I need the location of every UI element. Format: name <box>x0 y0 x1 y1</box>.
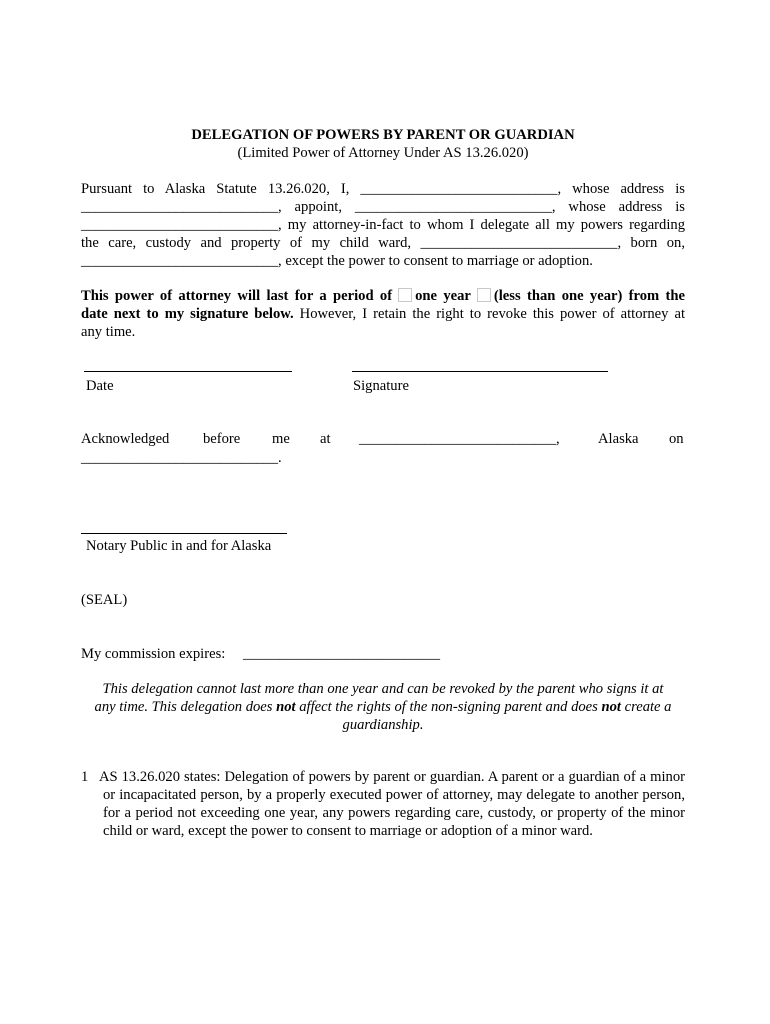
less-than-one-year-checkbox[interactable] <box>477 288 491 302</box>
commission-blank[interactable]: ___________________________ <box>243 646 441 662</box>
document-title: DELEGATION OF POWERS BY PARENT OR GUARDIAN <box>191 127 575 143</box>
duration-rest-text: However, I retain the right to revoke this power of attorney at <box>293 306 685 322</box>
delegation-paragraph <box>81 180 685 270</box>
commission-label: My commission expires: <box>81 646 226 662</box>
paragraph-line: ___________________________, except the power to consent to marriage or adoption. <box>81 253 593 269</box>
duration-bold-text: date next to my signature below. <box>81 306 294 322</box>
signature-label: Signature <box>353 378 409 394</box>
footnote-text: AS 13.26.020 states: Delegation of powers by parent or guardian. A parent or a guardian of a minor or incapacitated person, by a properly executed power of attorney, may delegate to another person, for a period not exceeding one year, any powers regarding care, custody, or property of the minor child or ward, except the power to consent to marriage or adoption of a minor ward. <box>99 769 685 839</box>
duration-paragraph <box>81 287 685 341</box>
ack-word: before <box>203 431 241 447</box>
notice-text: create a <box>620 699 672 715</box>
notice-line <box>81 698 685 716</box>
less-than-one-year-label: (less than one year) from the <box>493 288 685 304</box>
signature-line[interactable] <box>352 371 608 372</box>
paragraph-line: ___________________________, my attorney-in-fact to whom I delegate all my powers regarding <box>81 217 685 233</box>
notary-label: Notary Public in and for Alaska <box>86 538 272 554</box>
notice-line: guardianship. <box>342 717 424 733</box>
ack-date-blank[interactable]: ___________________________. <box>81 450 282 466</box>
duration-line-1 <box>81 287 685 305</box>
acknowledgment-line <box>81 430 685 448</box>
ack-word: on <box>669 431 684 447</box>
delegation-notice <box>81 680 685 734</box>
paragraph-line: ___________________________, appoint, ___________________________, whose address is <box>81 199 685 215</box>
duration-line-3: any time. <box>81 324 136 340</box>
paragraph-line: Pursuant to Alaska Statute 13.26.020, I, ___________________________, whose address is <box>81 181 685 197</box>
ack-word: at <box>320 431 331 447</box>
notary-signature-line[interactable] <box>81 533 287 534</box>
one-year-checkbox[interactable] <box>398 288 412 302</box>
notice-text: any time. This delegation does <box>94 699 277 715</box>
duration-line-2 <box>81 305 685 323</box>
ack-word: me <box>272 431 290 447</box>
notice-line: This delegation cannot last more than one year and can be revoked by the parent who signs it at <box>102 681 664 697</box>
notice-text: affect the rights of the non-signing parent and does <box>295 699 602 715</box>
notice-emphasis: not <box>276 699 296 715</box>
footnote-number: 1 <box>81 769 89 785</box>
notice-emphasis: not <box>601 699 621 715</box>
paragraph-line: the care, custody and property of my child ward, ___________________________, born on, <box>81 235 685 251</box>
seal-label: (SEAL) <box>81 592 128 608</box>
ack-state: Alaska <box>598 431 639 447</box>
ack-word: Acknowledged <box>81 431 170 447</box>
ack-location-blank[interactable]: ___________________________, <box>359 431 560 447</box>
date-signature-line[interactable] <box>84 371 292 372</box>
duration-lead: This power of attorney will last for a period of <box>81 288 393 304</box>
document-subtitle: (Limited Power of Attorney Under AS 13.26.020) <box>237 145 529 161</box>
one-year-label: one year <box>415 288 471 304</box>
date-label: Date <box>86 378 114 394</box>
statute-footnote <box>81 768 685 840</box>
